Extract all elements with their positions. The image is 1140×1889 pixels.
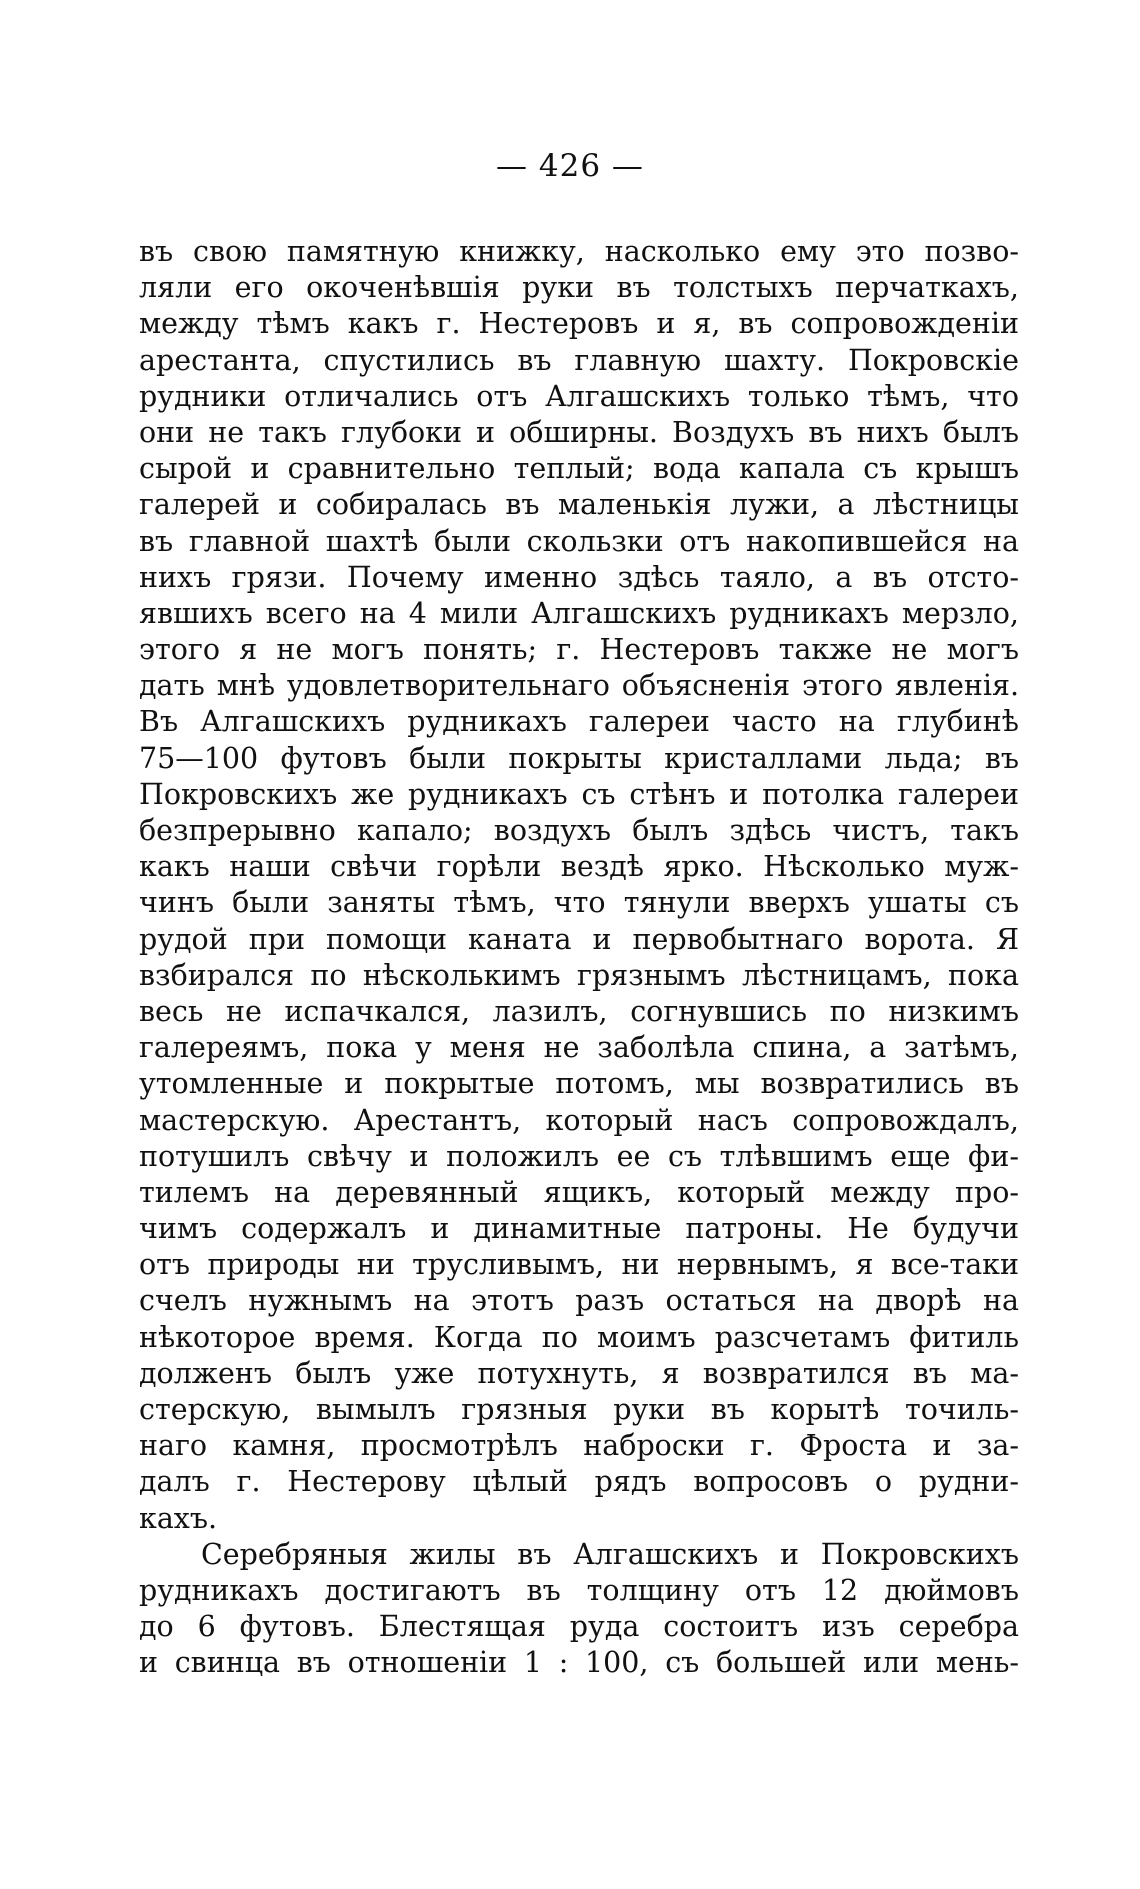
body-text — [139, 234, 1019, 1682]
text-line: отъ природы ни трусливымъ, ни нервнымъ, я все-таки — [139, 1248, 1019, 1282]
text-line: Въ Алгашскихъ рудникахъ галереи часто на глубинѣ — [139, 705, 1019, 739]
text-line: наго камня, просмотрѣлъ наброски г. Фроста и за- — [139, 1429, 1019, 1463]
text-line: весь не испачкался, лазилъ, согнувшись по низкимъ — [139, 994, 1019, 1028]
text-line: они не такъ глубоки и обширны. Воздухъ въ нихъ былъ — [139, 415, 1019, 449]
page-number: — 426 — — [496, 148, 644, 184]
text-line: чинъ были заняты тѣмъ, что тянули вверхъ ушаты съ — [139, 886, 1019, 920]
paragraph — [139, 234, 1019, 1537]
text-line: потушилъ свѣчу и положилъ ее съ тлѣвшимъ еще фи- — [139, 1139, 1019, 1173]
text-line: до 6 футовъ. Блестящая руда состоитъ изъ серебра — [139, 1610, 1019, 1644]
text-line: галерей и собиралась въ маленькія лужи, а лѣстницы — [139, 488, 1019, 522]
text-line: и свинца въ отношеніи 1 : 100, съ большей или мень- — [139, 1646, 1019, 1680]
text-line: тилемъ на деревянный ящикъ, который между про- — [139, 1175, 1019, 1209]
text-line: этого я не могъ понять; г. Нестеровъ также не могъ — [139, 633, 1019, 667]
text-line: долженъ былъ уже потухнуть, я возвратился въ ма- — [139, 1356, 1019, 1390]
text-line: далъ г. Нестерову цѣлый рядъ вопросовъ о рудни- — [139, 1465, 1019, 1499]
text-line: безпрерывно капало; воздухъ былъ здѣсь чистъ, такъ — [139, 814, 1019, 847]
text-line: взбирался по нѣсколькимъ грязнымъ лѣстницамъ, пока — [139, 958, 1019, 992]
text-line: арестанта, спустились въ главную шахту. Покровскіе — [139, 343, 1019, 377]
text-line: счелъ нужнымъ на этотъ разъ остаться на дворѣ на — [139, 1284, 1019, 1318]
text-line: Покровскихъ же рудникахъ съ стѣнъ и потолка галереи — [139, 777, 1019, 811]
text-line: рудники отличались отъ Алгашскихъ только тѣмъ, что — [139, 379, 1019, 413]
text-line: галереямъ, пока у меня не заболѣла спина, а затѣмъ, — [139, 1031, 1019, 1065]
text-line: дать мнѣ удовлетворительнаго объясненія этого явленія. — [139, 669, 1019, 703]
text-line: рудой при помощи каната и первобытнаго ворота. Я — [139, 922, 1019, 956]
text-line: чимъ содержалъ и динамитные патроны. Не будучи — [139, 1212, 1019, 1246]
text-line: 75—100 футовъ были покрыты кристаллами льда; въ — [139, 741, 1019, 775]
text-line: стерскую, вымылъ грязныя руки въ корытѣ точиль- — [139, 1393, 1019, 1426]
text-line: нѣкоторое время. Когда по моимъ разсчетамъ фитиль — [139, 1320, 1019, 1354]
text-line: нихъ грязи. Почему именно здѣсь таяло, а въ отсто- — [139, 560, 1019, 594]
text-line: между тѣмъ какъ г. Нестеровъ и я, въ сопровожденіи — [139, 307, 1019, 341]
paragraph — [139, 1537, 1019, 1682]
text-line: ляли его окоченѣвшія руки въ толстыхъ перчаткахъ, — [139, 271, 1019, 305]
text-line: мастерскую. Арестантъ, который насъ сопровождалъ, — [139, 1103, 1019, 1137]
text-line: Серебряныя жилы въ Алгашскихъ и Покровскихъ — [201, 1537, 1019, 1571]
text-line: утомленные и покрытые потомъ, мы возвратились въ — [139, 1067, 1019, 1101]
text-line: какъ наши свѣчи горѣли вездѣ ярко. Нѣсколько муж- — [139, 850, 1019, 884]
text-line: кахъ. — [139, 1501, 218, 1535]
text-line: рудникахъ достигаютъ въ толщину отъ 12 дюймовъ — [139, 1573, 1019, 1607]
text-line: въ свою памятную книжку, насколько ему это позво- — [139, 235, 1019, 268]
text-line: сырой и сравнительно теплый; вода капала съ крышъ — [139, 452, 1019, 486]
text-line: явшихъ всего на 4 мили Алгашскихъ рудникахъ мерзло, — [139, 596, 1019, 630]
text-line: въ главной шахтѣ были скользки отъ накопившейся на — [139, 524, 1019, 558]
